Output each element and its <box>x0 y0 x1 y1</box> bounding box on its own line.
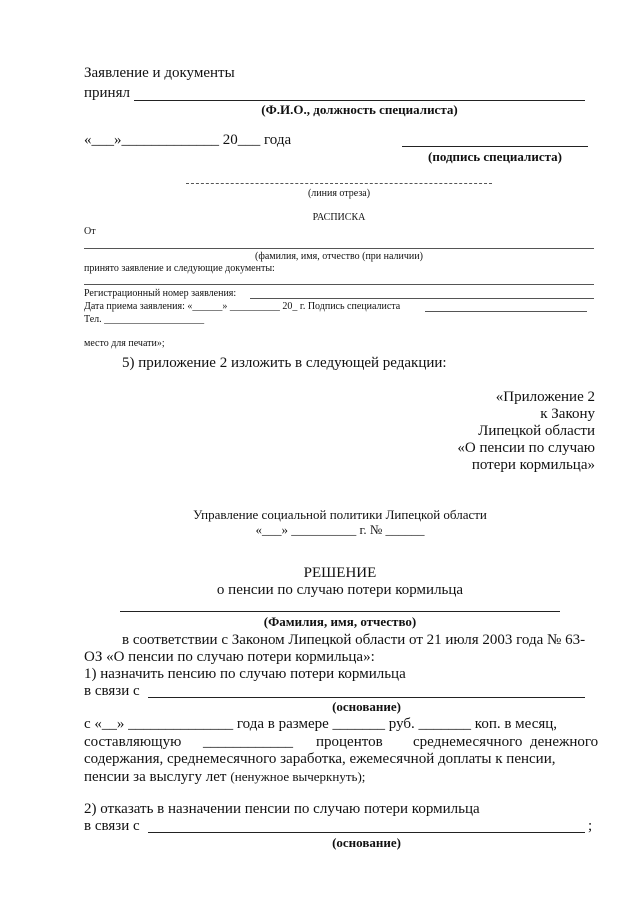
decision-semicolon: ; <box>588 818 593 834</box>
decision-basis-caption-2: (основание) <box>332 835 401 850</box>
decision-line-a-4: среднемесячного <box>413 734 523 750</box>
decision-line-b: содержания, среднемесячного заработка, ежемесячной доплаты к пенсии, <box>84 751 556 767</box>
receipt-reg-number: Регистрационный номер заявления: <box>84 288 237 299</box>
receipt-accepted: принято заявление и следующие документы: <box>84 263 275 274</box>
decision-line-a-1: составляющую <box>84 734 182 750</box>
cut-line <box>186 183 492 184</box>
receipt-from-line <box>84 248 594 249</box>
decision-authority: Управление социальной политики Липецкой области <box>193 507 487 522</box>
signature-caption: (подпись специалиста) <box>428 149 562 164</box>
receipt-from: От <box>84 226 96 237</box>
decision-line-a-2: ____________ <box>203 734 293 750</box>
receipt-title: РАСПИСКА <box>312 212 366 223</box>
appendix-line-2: к Закону <box>540 406 595 422</box>
receipt-reg-line <box>250 298 594 299</box>
decision-line-a-3: процентов <box>316 734 383 750</box>
decision-name-caption: (Фамилия, имя, отчество) <box>263 614 417 629</box>
receipt-phone: Тел. ____________________ <box>84 314 205 325</box>
received-by-label: принял <box>84 85 130 101</box>
decision-basis-line-1 <box>148 697 585 698</box>
received-label: Заявление и документы <box>84 65 235 81</box>
amendment-text: 5) приложение 2 изложить в следующей редакции: <box>122 355 447 371</box>
decision-line-c-text: пенсии за выслугу лет <box>84 769 227 785</box>
appendix-line-3: Липецкой области <box>478 423 595 439</box>
decision-item-2: 2) отказать в назначении пенсии по случаю потери кормильца <box>84 801 480 817</box>
appendix-line-4: «О пенсии по случаю <box>457 440 595 456</box>
decision-date-number: «___» __________ г. № ______ <box>255 522 425 537</box>
appendix-line-5: потери кормильца» <box>471 457 595 473</box>
decision-preamble-1: в соответствии с Законом Липецкой области от 21 июля 2003 года № 63- <box>122 632 586 648</box>
decision-line-a-5: денежного <box>530 734 599 750</box>
decision-from-date: с «__» ______________ года в размере _______ руб. _______ коп. в месяц, <box>84 716 558 732</box>
receipt-date-received: Дата приема заявления: «______» __________ 20_ г. Подпись специалиста <box>84 301 401 312</box>
decision-item-1: 1) назначить пенсию по случаю потери кормильца <box>84 666 406 682</box>
receipt-name-caption: (фамилия, имя, отчество (при наличии) <box>255 251 423 262</box>
decision-name-line <box>120 611 560 612</box>
decision-line-c-note: (ненужное вычеркнуть); <box>230 769 366 784</box>
decision-due-to-2: в связи с <box>84 818 140 834</box>
received-caption: (Ф.И.О., должность специалиста) <box>261 102 458 117</box>
date-line: «___»_____________ 20___ года <box>84 132 292 148</box>
decision-subtitle: о пенсии по случаю потери кормильца <box>216 582 464 598</box>
decision-title: РЕШЕНИЕ <box>303 565 377 581</box>
decision-preamble-2: ОЗ «О пенсии по случаю потери кормильца»: <box>84 649 375 665</box>
decision-due-to-1: в связи с <box>84 683 140 699</box>
cut-caption: (линия отреза) <box>307 188 371 199</box>
signature-line <box>402 146 588 147</box>
receipt-stamp: место для печати»; <box>84 338 165 349</box>
decision-line-c <box>84 769 365 785</box>
receipt-docs-line <box>84 284 594 285</box>
receipt-signature-line <box>425 311 587 312</box>
received-by-line <box>134 100 585 101</box>
appendix-line-1: «Приложение 2 <box>495 389 595 405</box>
decision-basis-line-2 <box>148 832 585 833</box>
decision-basis-caption-1: (основание) <box>332 699 401 714</box>
